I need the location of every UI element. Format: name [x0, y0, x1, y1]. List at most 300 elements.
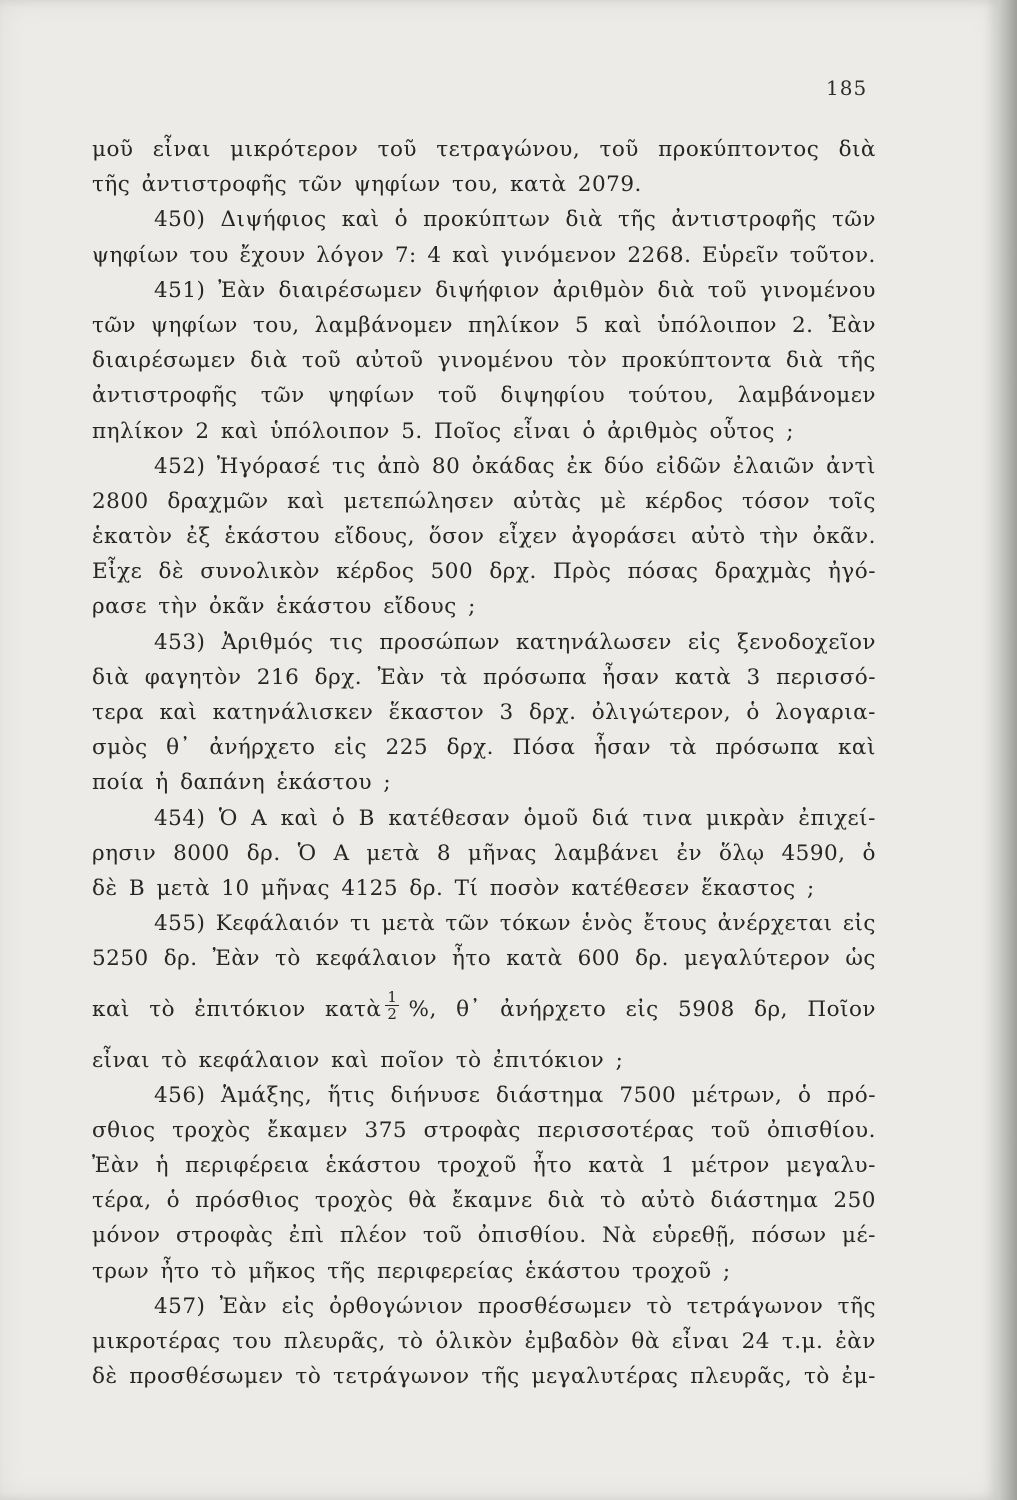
word: ἀντιστροφῆς — [92, 383, 238, 409]
word: ἑνὸς — [581, 911, 634, 937]
word: κέρδος — [645, 488, 724, 514]
word: ἕκαστον — [388, 700, 485, 725]
word: τοῦτον. — [789, 242, 876, 268]
text-line — [92, 941, 876, 976]
word: ὑπόλοιπον — [657, 312, 777, 338]
word: μικρότερον — [230, 137, 359, 162]
word: ἐκ — [566, 453, 593, 479]
word: ἐλαιῶν — [732, 453, 815, 479]
word: δρχ. — [528, 700, 577, 725]
text-line — [92, 1113, 876, 1148]
word: κατὰ — [506, 946, 563, 972]
word: τροχὸς — [172, 1117, 251, 1143]
fraction-line-before: καὶ τὸ ἐπιτόκιον κατὰ — [92, 996, 382, 1022]
word: Νὰ — [602, 1223, 637, 1249]
text-line — [92, 202, 876, 237]
fraction-numerator: 1 — [387, 988, 398, 1006]
word: Κεφάλαιόν — [215, 911, 340, 937]
word: Ὁ — [297, 840, 317, 866]
word: ἑκάστου — [224, 524, 321, 550]
word: Ἀριθμός — [221, 629, 314, 655]
word: κατὰ — [674, 664, 732, 690]
word: πόσων — [751, 1223, 827, 1249]
word: 24 — [741, 1329, 770, 1354]
word: τὸ — [803, 1364, 830, 1390]
word: πλευρᾶς, — [283, 1329, 386, 1354]
word: μικρὰν — [705, 805, 786, 831]
word: ἠγό- — [828, 559, 876, 585]
word: προκύπτοντα — [621, 348, 772, 374]
word: 80 — [431, 453, 461, 479]
text-line — [92, 1359, 876, 1394]
word: εἶναι — [671, 1329, 730, 1354]
word: πρόσωπα — [715, 735, 820, 761]
word: ὁ — [862, 840, 876, 866]
line-text: τρων ἦτο τὸ μῆκος τῆς περιφερείας ἑκάστου τροχοῦ ; — [92, 1258, 731, 1284]
word: αὐτοῦ — [355, 348, 424, 374]
word: εἶχεν — [498, 524, 558, 550]
word: θ᾿ — [166, 735, 191, 761]
word: ἀντὶ — [826, 453, 876, 479]
word: εἶναι — [152, 137, 211, 162]
word: καὶ — [452, 242, 491, 268]
fraction-wrap — [92, 977, 403, 1043]
word: διὰ — [785, 348, 824, 374]
word: Πόσα — [512, 735, 576, 761]
text-line — [92, 730, 876, 765]
word: ὁ — [331, 805, 346, 831]
text-line — [92, 1183, 876, 1218]
word: περιφέρεια — [185, 1153, 310, 1179]
word: ἔκαμεν — [267, 1117, 348, 1143]
word: ὀλιγώτερον, — [591, 700, 732, 725]
word: μεγαλυτέρας — [531, 1364, 679, 1390]
word: κατέθεσαν — [388, 805, 511, 831]
word: δραχμῶν — [167, 488, 269, 514]
word: καὶ — [604, 312, 643, 338]
line-text: τῆς ἀντιστροφῆς τῶν ψηφίων του, κατὰ 2079. — [92, 172, 642, 198]
word: 4 — [427, 242, 442, 268]
line-text: δὲ Β μετὰ 10 μῆνας 4125 δρ. Τί ποσὸν κατέθεσεν ἕκαστος ; — [92, 875, 815, 901]
line-text: πηλίκον 2 καὶ ὑπόλοιπον 5. Ποῖος εἶναι ὁ ἀριθμὸς οὗτος ; — [92, 418, 794, 444]
word: τοῦ — [711, 1117, 751, 1143]
word: Διψήφιος — [220, 207, 327, 233]
word: διψήφιον — [435, 277, 540, 303]
word: ὀπισθίου. — [767, 1117, 876, 1143]
word: πρόσθιος — [195, 1188, 300, 1214]
word: διψηφίου — [500, 383, 606, 409]
word: ὁ — [797, 1082, 812, 1108]
word: του — [189, 242, 229, 268]
word: Β — [358, 805, 375, 831]
word: Εὑρεῖν — [702, 242, 780, 268]
word: ὁ — [746, 700, 760, 725]
word: τὰ — [669, 735, 697, 761]
word: τις — [329, 629, 364, 655]
word: μέτρον — [691, 1153, 770, 1179]
word: ἦσαν — [593, 735, 652, 761]
word: κεφάλαιον — [315, 946, 438, 972]
word: πλευρᾶς, — [690, 1364, 793, 1390]
word: μικροτέρας — [92, 1329, 221, 1354]
word: Α — [333, 840, 350, 866]
text-line — [92, 378, 876, 413]
word: τοῦ — [437, 383, 478, 409]
word: Ἁμάξης, — [221, 1082, 313, 1108]
word: δρ. — [635, 946, 669, 972]
word: του — [232, 1329, 272, 1354]
word: γινομένου — [759, 277, 876, 303]
word: λαμβάνει — [553, 840, 660, 866]
word: 375 — [364, 1117, 408, 1143]
word: 2800 — [92, 488, 149, 514]
word: πηλίκον — [467, 312, 560, 338]
word: ρησιν — [92, 840, 157, 866]
word: εὑρεθῇ, — [652, 1223, 737, 1249]
text-line — [92, 871, 876, 906]
word: ψηφίων — [92, 242, 179, 268]
word: 455) — [154, 911, 206, 937]
word: ἑκατὸν — [92, 524, 173, 550]
page-number: 185 — [826, 76, 868, 100]
word: Ἐὰν — [92, 1153, 140, 1179]
page-body-text — [92, 132, 876, 1394]
word: 1 — [660, 1153, 675, 1179]
word: τὸν — [567, 348, 608, 374]
word: μῆνας — [467, 840, 537, 866]
text-line — [92, 308, 876, 343]
text-line — [92, 1289, 876, 1324]
word: ἔκαμνε — [451, 1188, 533, 1214]
word: 451) — [154, 277, 206, 303]
word: θὰ — [631, 1329, 660, 1354]
word: λογαρια- — [775, 700, 876, 725]
word: 454) — [154, 805, 206, 831]
word: τέρα, — [92, 1188, 152, 1214]
word: περισσοτέρας — [537, 1117, 695, 1143]
fraction-line-after: %, θ᾿ ἀνήρχετο εἰς 5908 δρ, Ποῖον — [408, 996, 876, 1022]
text-line — [92, 1218, 876, 1253]
word: τις — [332, 453, 366, 479]
word: λόγον — [316, 242, 385, 268]
word: ὁ — [394, 207, 409, 233]
word: 456) — [154, 1082, 206, 1108]
text-line — [92, 273, 876, 308]
word: εἰς — [281, 1293, 315, 1319]
word: ὁ — [166, 1188, 181, 1214]
word: πρόσωπα — [482, 664, 588, 690]
text-line — [92, 414, 876, 449]
word: εἴδους, — [334, 524, 415, 550]
text-line — [92, 836, 876, 871]
word: μοῦ — [92, 137, 134, 162]
word: τὰ — [440, 664, 468, 690]
word: περισσό- — [776, 664, 876, 690]
text-line — [92, 1324, 876, 1359]
word: ἀγοράσει — [571, 524, 678, 550]
word: λαμβάνομεν — [314, 312, 453, 338]
word: Α — [251, 805, 268, 831]
word: ξενοδοχεῖον — [736, 629, 876, 655]
word: ἀντιστροφῆς — [671, 207, 817, 233]
word: πόσας — [627, 559, 699, 585]
word: Ἐὰν — [219, 1293, 268, 1319]
word: τοῦ — [599, 137, 639, 162]
text-line — [92, 167, 876, 202]
word: διὰ — [92, 664, 130, 690]
word: τὸ — [646, 1293, 673, 1319]
word: τοῖς — [828, 488, 876, 514]
word: δρ. — [246, 840, 281, 866]
word: τερα — [92, 700, 145, 725]
word: τῶν — [445, 911, 490, 937]
word: τῶν — [260, 383, 305, 409]
text-line — [92, 519, 876, 554]
word: ψηφίων — [327, 383, 415, 409]
text-line — [92, 801, 876, 836]
word: τινα — [642, 805, 693, 831]
word: καὶ — [837, 735, 876, 761]
word: Ἐὰν — [828, 312, 876, 338]
word: διὰ — [657, 277, 695, 303]
word: 453) — [154, 629, 206, 655]
word: μετὰ — [381, 911, 436, 937]
word: ἦσαν — [602, 664, 660, 690]
word: 2. — [792, 312, 814, 338]
word: εἰς — [842, 911, 876, 937]
text-line — [92, 554, 876, 589]
word: 5250 — [92, 946, 149, 972]
word: τι — [349, 911, 372, 937]
word: 3 — [746, 664, 761, 690]
word: ὀρθογώνιον — [329, 1293, 464, 1319]
word: πρό- — [827, 1082, 876, 1108]
word: ἐὰν — [835, 1329, 876, 1354]
word: ἐπὶ — [288, 1223, 325, 1249]
fraction-denominator: 2 — [387, 1005, 398, 1023]
word: σμὸς — [92, 735, 148, 761]
word: Εἶχε — [92, 559, 143, 585]
word: διάστημα — [710, 1188, 819, 1214]
word: τροχὸς — [314, 1188, 394, 1214]
word: ἐπιχεί- — [798, 805, 876, 831]
word: αὐτὰς — [512, 488, 582, 514]
word: 250 — [833, 1188, 876, 1214]
word: ἡ — [155, 1153, 169, 1179]
word: ὀπισθίου. — [477, 1223, 587, 1249]
word: μόνον — [92, 1223, 161, 1249]
word: καὶ — [287, 488, 326, 514]
word: καὶ — [159, 700, 198, 725]
text-line — [92, 695, 876, 730]
word: ἐμ- — [841, 1364, 876, 1390]
text-line — [92, 449, 876, 484]
word: μὲ — [600, 488, 627, 514]
word: τὸ — [600, 1188, 626, 1214]
text-line — [92, 1254, 876, 1289]
word: κατὰ — [588, 1153, 645, 1179]
word: ὡς — [845, 946, 876, 972]
word: κέρδος — [336, 559, 415, 585]
word: ἦτο — [532, 1153, 573, 1179]
word: τοῦ — [377, 137, 417, 162]
word: 5 — [575, 312, 590, 338]
word: αὐτὸ — [641, 1188, 696, 1214]
word: δὲ — [158, 559, 184, 585]
word: μετεπώλησεν — [343, 488, 495, 514]
word: ἔτους — [643, 911, 708, 937]
word: τὸ — [274, 946, 301, 972]
word: 452) — [154, 453, 206, 479]
word: διαιρέσωμεν — [278, 277, 423, 303]
word: διὰ — [565, 207, 603, 233]
text-line — [92, 238, 876, 273]
word: τ.μ. — [781, 1329, 824, 1354]
word: μέτρων, — [691, 1082, 783, 1108]
word: Ἠγόρασέ — [216, 453, 321, 479]
word: ὅσον — [428, 524, 485, 550]
word: 7: — [394, 242, 417, 268]
word: λαμβάνομεν — [737, 383, 876, 409]
word: τετραγώνου, — [436, 137, 581, 162]
word: διά — [591, 805, 630, 831]
word: 600 — [577, 946, 621, 972]
word: τὴν — [759, 524, 799, 550]
word: τόκων — [499, 911, 572, 937]
fraction-line — [92, 977, 876, 1043]
word: ἦτο — [452, 946, 492, 972]
word: τῶν — [92, 312, 136, 338]
word: ἔχουν — [239, 242, 306, 268]
word: δρχ. — [314, 664, 363, 690]
word: διήνυσε — [390, 1082, 481, 1108]
word: πλέον — [339, 1223, 408, 1249]
word: διάστημα — [495, 1082, 604, 1108]
word: εἰς — [333, 735, 368, 761]
word: διαιρέσωμεν — [92, 348, 236, 374]
word: ἥτις — [327, 1082, 376, 1108]
word: 2268. — [627, 242, 692, 268]
text-line — [92, 660, 876, 695]
word: θὰ — [408, 1188, 437, 1214]
word: τῆς — [837, 1293, 876, 1319]
word: κατηνάλωσεν — [515, 629, 672, 655]
word: τετράγωνον — [686, 1293, 824, 1319]
word: Ἐὰν — [218, 277, 266, 303]
word: τὸ — [295, 1364, 322, 1390]
word: τοῦ — [422, 1223, 463, 1249]
word: τῶν — [831, 207, 876, 233]
word: ἐμβαδὸν — [524, 1329, 620, 1354]
word: 457) — [154, 1293, 206, 1319]
word: Ἐὰν — [212, 946, 261, 972]
word: εἰδῶν — [655, 453, 722, 479]
word: ἐν — [676, 840, 703, 866]
word: διὰ — [250, 348, 288, 374]
word: ψηφίων — [151, 312, 238, 338]
word: προσθέσωμεν — [129, 1364, 284, 1390]
word: αὐτὸ — [691, 524, 746, 550]
word: 216 — [256, 664, 300, 690]
word: Πρὸς — [553, 559, 612, 585]
word: μεγαλύτερον — [683, 946, 831, 972]
word: δύο — [603, 453, 645, 479]
page-edge — [998, 0, 1017, 1500]
word: ὀκάδας — [471, 453, 556, 479]
line-text: εἶναι τὸ κεφάλαιον καὶ ποῖον τὸ ἐπιτόκιον ; — [92, 1047, 624, 1073]
word: δὲ — [92, 1364, 118, 1390]
line-text: ποία ἡ δαπάνη ἑκάστου ; — [92, 770, 392, 796]
word: μετὰ — [366, 840, 420, 866]
word: μέ- — [842, 1223, 876, 1249]
word: 7500 — [619, 1082, 677, 1108]
word: τοῦ — [707, 277, 748, 303]
word: ἑκάστου — [325, 1153, 422, 1179]
word: Ἐὰν — [377, 664, 425, 690]
word: διὰ — [838, 137, 876, 162]
word: Ὁ — [218, 805, 238, 831]
word: γινομένου — [437, 348, 554, 374]
word: διὰ — [547, 1188, 586, 1214]
word: 500 — [430, 559, 474, 585]
word: προκύπτων — [423, 207, 551, 233]
word: 4590, — [781, 840, 846, 866]
word: τετράγωνον — [333, 1364, 470, 1390]
word: γινόμενον — [500, 242, 617, 268]
word: προσώπων — [379, 629, 500, 655]
word: δρχ. — [489, 559, 537, 585]
word: καὶ — [280, 805, 319, 831]
word: ἀνήρχετο — [209, 735, 316, 761]
word: τῆς — [618, 207, 657, 233]
word: δρ. — [163, 946, 198, 972]
word: ὀκᾶν. — [812, 524, 876, 550]
word: στροφὰς — [423, 1117, 521, 1143]
text-line — [92, 132, 876, 167]
text-line — [92, 484, 876, 519]
word: εἰς — [687, 629, 721, 655]
word: ἀνέρχεται — [717, 911, 833, 937]
word: τὸ — [397, 1329, 424, 1354]
text-line — [92, 343, 876, 378]
text-line — [92, 1043, 876, 1078]
word: ἐξ — [186, 524, 211, 550]
word: δρχ. — [446, 735, 495, 761]
line-text: ρασε τὴν ὀκᾶν ἑκάστου εἴδους ; — [92, 594, 476, 620]
word: τοῦ — [301, 348, 342, 374]
text-line — [92, 1148, 876, 1183]
word: προκύπτοντος — [658, 137, 820, 162]
word: ἀπὸ — [377, 453, 421, 479]
word: προσθέσωμεν — [477, 1293, 633, 1319]
word: σθιος — [92, 1117, 156, 1143]
word: του, — [252, 312, 300, 338]
word: 3 — [499, 700, 514, 725]
word: ὁμοῦ — [523, 805, 579, 831]
word: 8000 — [173, 840, 230, 866]
word: ἀριθμὸν — [552, 277, 645, 303]
word: τῆς — [481, 1364, 520, 1390]
word: μεγαλυ- — [785, 1153, 876, 1179]
word: τόσον — [742, 488, 811, 514]
word: τῆς — [837, 348, 876, 374]
word: στροφὰς — [176, 1223, 274, 1249]
word: συνολικὸν — [200, 559, 320, 585]
word: 8 — [436, 840, 452, 866]
word: καὶ — [341, 207, 380, 233]
text-line — [92, 906, 876, 941]
word: δραχμὰς — [714, 559, 812, 585]
